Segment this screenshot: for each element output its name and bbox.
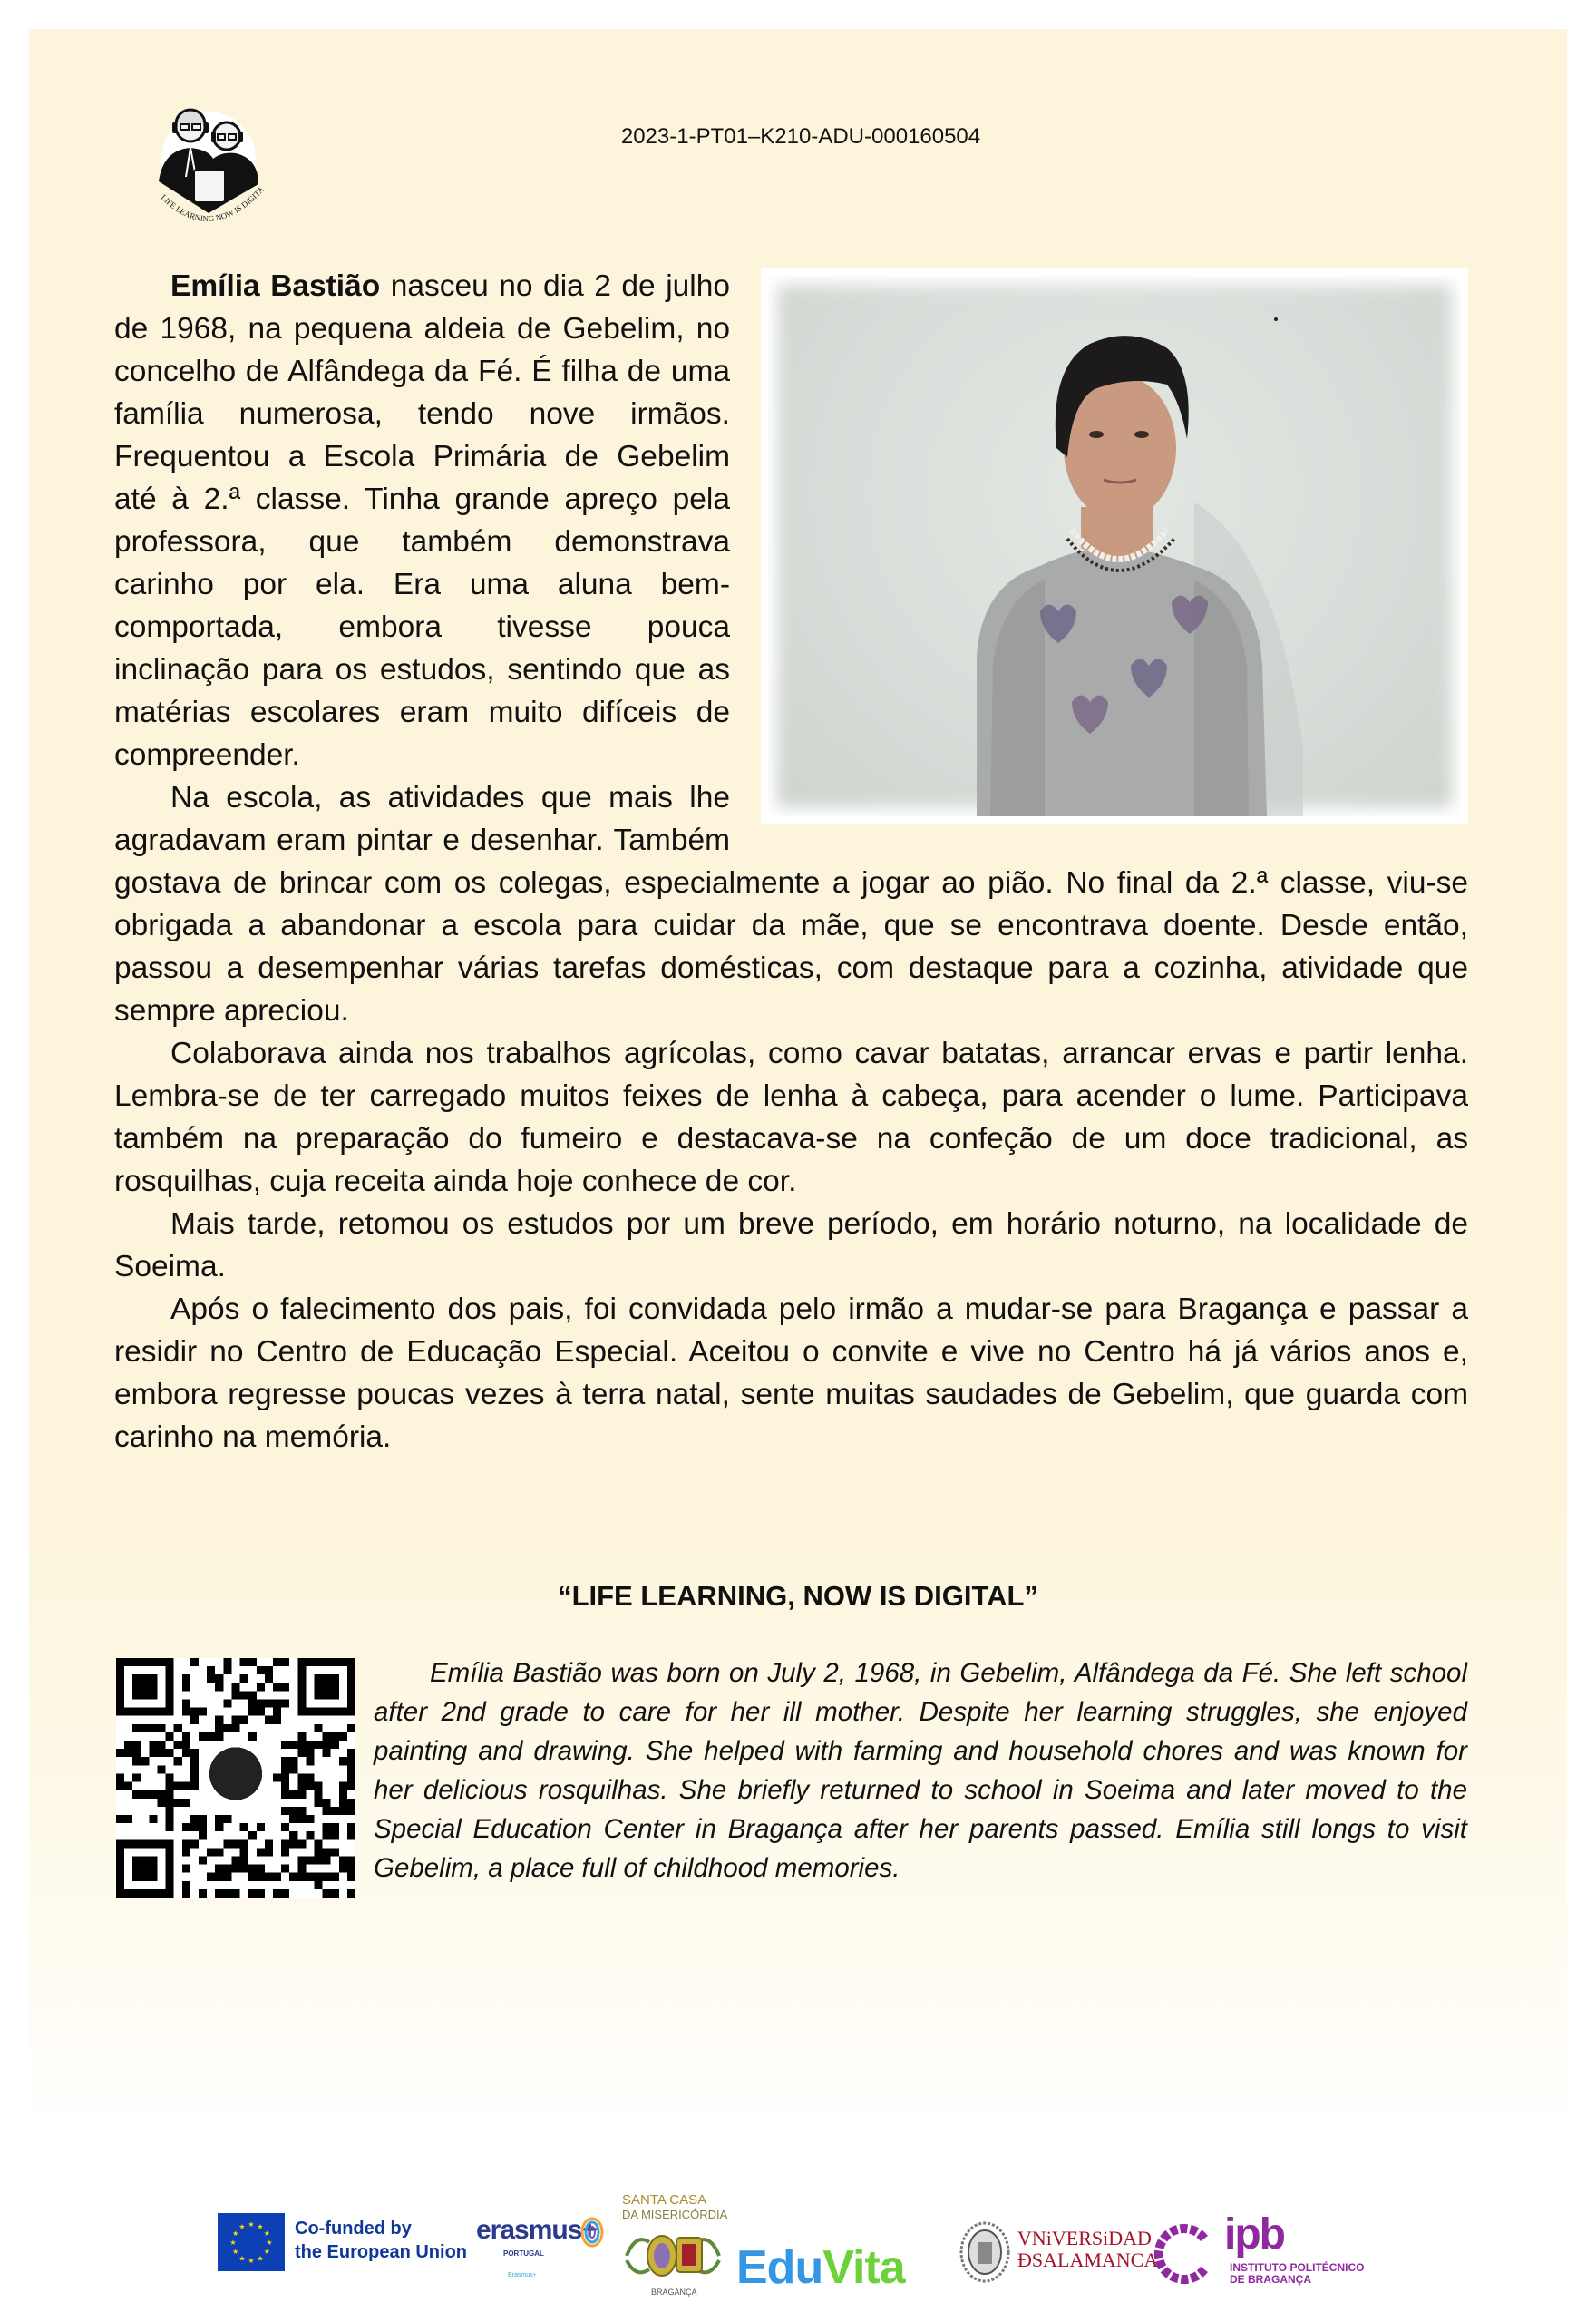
svg-text:LIFE LEARNING NOW IS DIGITAL: LIFE LEARNING NOW IS DIGITA [159,184,267,224]
project-code: 2023-1-PT01–K210-ADU-000160504 [620,124,981,149]
eu-star-icon: ★ [232,2229,239,2238]
story-paragraph: Emília Bastião nasceu no dia 2 de julho de 1968, na pequena aldeia de Gebelim, no concelho de Alfândega da Fé. É filha de uma família numerosa, tendo nove irmãos. Frequentou a Escola Primária de Gebelim até à 2.ª classe. Tinha grande apreço pela professora, que também demonstrava carinho por ela. Era uma aluna bem-comportada, embora tivesse pouca inclinação para os estudos, sentindo que as matérias escolares eram muito difíceis de compreender. [114,269,730,772]
erasmus-ring-icon [579,2215,606,2249]
eu-star-icon: ★ [248,2257,255,2265]
portrait-woman-icon [768,276,1461,816]
santa-casa-logo: SANTA CASA DA MISERICÓRDIA [622,2192,728,2221]
salamanca-logo: VNiVERSiDAD ÐSALAMANCA [1017,2227,1159,2271]
portrait-frame [761,268,1468,824]
eu-star-icon: ★ [263,2248,270,2256]
qr-code[interactable] [116,1658,355,1898]
elderly-couple-tablet-icon [136,95,281,240]
salamanca-seal-icon [958,2220,1012,2284]
erasmus-logo: erasmus+ [476,2215,597,2245]
english-summary [374,1654,1467,1888]
eu-star-icon: ★ [229,2239,237,2247]
erasmus-sublabel: Erasmus+ [508,2272,537,2278]
section-heading: “LIFE LEARNING, NOW IS DIGITAL” [558,1580,1038,1612]
story-paragraph: Após o falecimento dos pais, foi convidada pelo irmão a mudar-se para Bragança e passar a residir no Centro de Educação Especial. Aceitou o convite e vive no Centro há já vários anos e, embora regresse poucas vezes à terra natal, sente muitas saudades de Gebelim, que guarda com carinho na memória. [114,1293,1468,1454]
story-paragraph: Colaborava ainda nos trabalhos agrícolas, como cavar batatas, arrancar ervas e partir lenha. Lembra-se de ter carregado muitos feixes de lenha à cabeça, para acender o lume. Participava também na preparação do fumeiro e destacava-se na confeção de um doce tradicional, as rosquilhas, cuja receita ainda hoje conhece de cor. [114,1037,1468,1198]
project-logo [136,95,281,240]
funding-footer [0,2177,1596,2304]
santa-casa-city: BRAGANÇA [651,2288,697,2297]
story-paragraph: Mais tarde, retomou os estudos por um breve período, em horário noturno, na localidade de Soeima. [114,1207,1468,1283]
eduvita-logo: EduVita [736,2241,905,2294]
story-paragraph: Na escola, as atividades que mais lhe agradavam eram pintar e desenhar. Também gostava de brincar com os colegas, especialmente a jogar ao pião. No final da 2.ª classe, viu-se obrigada a abandonar a escola para cuidar da mãe, que se encontrava doente. Desde então, passou a desempenhar várias tarefas domésticas, com destaque para a cozinha, atividade que sempre apreciou. [114,781,1468,1028]
eu-star-icon: ★ [257,2254,264,2263]
eu-star-icon: ★ [238,2254,246,2263]
eu-flag-icon [218,2213,285,2271]
eu-cofunded-label: Co-funded by the European Union [295,2219,467,2262]
eu-star-icon: ★ [257,2222,264,2231]
portrait-photo [768,276,1461,816]
summary-paragraph: Emília Bastião was born on July 2, 1968, in Gebelim, Alfândega da Fé. She left school after 2nd grade to care for her ill mother. Despite her learning struggles, she enjoyed painting and drawing. She helped with farming and household chores and was known for her delicious rosquilhas. She briefly returned to school in Soeima and later moved to the Special Education Center in Bragança after her parents passed. Emília still longs to visit Gebelim, a place full of childhood memories. [374,1658,1467,1883]
eu-star-icon: ★ [263,2229,270,2238]
qr-code-icon [116,1658,355,1898]
santa-casa-crest-icon [622,2224,724,2288]
eu-star-icon: ★ [238,2222,246,2231]
eu-star-icon: ★ [248,2220,255,2229]
erasmus-country: PORTUGAL [503,2249,544,2258]
subject-name: Emília Bastião [170,269,381,303]
qr-center-logo-icon [209,1747,262,1800]
ipb-logo: ipb [1224,2210,1284,2259]
ipb-emblem-icon [1152,2222,1215,2286]
eu-star-icon: ★ [266,2239,273,2247]
eu-star-icon: ★ [232,2248,239,2256]
ipb-name: INSTITUTO POLITÉCNICO DE BRAGANÇA [1230,2261,1365,2286]
story-body [114,265,1468,1459]
